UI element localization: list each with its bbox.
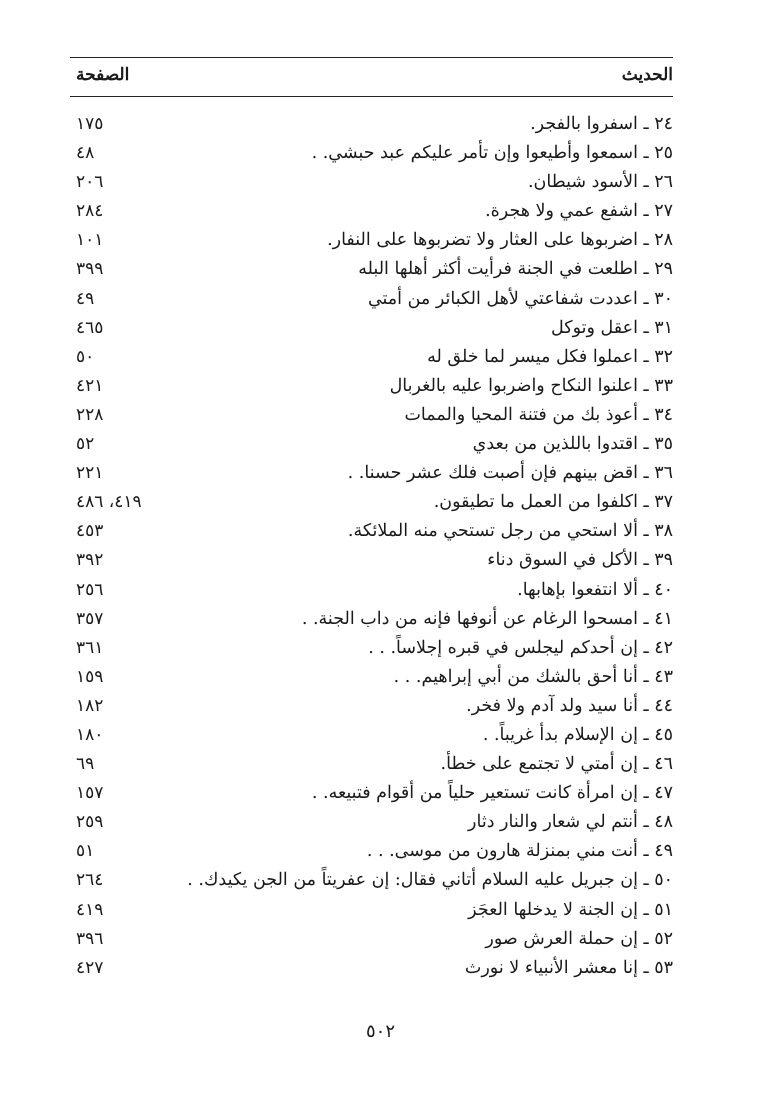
hadith-text: ٢٥ ـ اسمعوا وأطيعوا وإن تأمر عليكم عبد حبشي. . <box>311 143 673 164</box>
index-entry <box>70 547 673 576</box>
hadith-text: ٤٥ ـ إن الإسلام بدأ غريباً. . <box>482 724 673 745</box>
index-entry <box>70 111 673 140</box>
hadith-text: ٢٦ ـ الأسود شيطان. <box>527 172 673 193</box>
hadith-text: ٤٤ ـ أنا سيد ولد آدم ولا فخر. <box>466 695 673 716</box>
index-entry <box>70 809 673 838</box>
hadith-text: ٤٨ ـ أنتم لي شعار والنار دثار <box>468 812 673 833</box>
page-reference: ٣٩٢ <box>76 550 104 571</box>
hadith-text: ٣٨ ـ ألا استحي من رجل تستحي منه الملائكة. <box>347 521 673 542</box>
index-entry <box>70 256 673 285</box>
page-reference: ٢٢٨ <box>76 404 104 425</box>
index-entry <box>70 344 673 373</box>
page-reference: ٢٥٦ <box>76 579 104 600</box>
page-reference: ٤١٩ <box>76 899 104 920</box>
hadith-text: ٢٤ ـ اسفروا بالفجر. <box>530 114 673 134</box>
index-entry <box>70 460 673 489</box>
index-entry <box>70 722 673 751</box>
page-reference: ٤٦٥ <box>76 317 104 338</box>
page-reference: ٢٠٦ <box>76 172 104 193</box>
hadith-text: ٣١ ـ اعقل وتوكل <box>551 317 673 338</box>
page-reference: ١٥٩ <box>76 666 104 687</box>
hadith-text: ٤٧ ـ إن امرأة كانت تستعير حلياً من أقوام فتبيعه. . <box>311 783 673 804</box>
page-reference: ٤٢١ <box>76 375 104 396</box>
index-entry <box>70 198 673 227</box>
hadith-text: ٣٥ ـ اقتدوا باللذين من بعدي <box>472 434 673 455</box>
hadith-text: ٣٢ ـ اعملوا فكل ميسر لما خلق له <box>427 346 673 367</box>
page-reference: ٣٥٧ <box>76 608 104 629</box>
hadith-text: ٤٩ ـ أنت مني بمنزلة هارون من موسى. . . <box>366 841 673 862</box>
index-entry <box>70 402 673 431</box>
index-entry <box>70 867 673 896</box>
index-entry <box>70 693 673 722</box>
page-reference: ٢٢١ <box>76 463 104 484</box>
page-reference: ٣٩٩ <box>76 259 104 280</box>
index-entry <box>70 315 673 344</box>
hadith-text: ٤٢ ـ إن أحدكم ليجلس في قبره إجلاساً. . . <box>368 637 673 658</box>
page-reference: ١٥٧ <box>76 783 104 804</box>
index-entry <box>70 518 673 547</box>
page-reference: ٤١٩، ٤٨٦ <box>76 492 142 513</box>
header-bottom-rule <box>70 96 673 97</box>
index-entry <box>70 955 673 984</box>
page-reference: ١٨٢ <box>76 695 104 716</box>
page-reference: ٢٦٤ <box>76 870 104 891</box>
page-reference: ٣٦١ <box>76 637 104 658</box>
column-header-page: الصفحة <box>76 65 130 85</box>
hadith-text: ٤٣ ـ أنا أحق بالشك من أبي إبراهيم. . . <box>393 666 673 687</box>
page-reference: ٤٨ <box>76 143 95 164</box>
index-entry <box>70 169 673 198</box>
page-reference: ١٧٥ <box>76 114 104 134</box>
index-entry <box>70 286 673 315</box>
index-entry <box>70 838 673 867</box>
hadith-text: ٤٠ ـ ألا انتفعوا بإهابها. <box>517 579 673 600</box>
index-entry <box>70 926 673 955</box>
page-reference: ٥١ <box>76 841 95 862</box>
index-entry <box>70 227 673 256</box>
page-reference: ٥٠ <box>76 346 95 367</box>
index-entry <box>70 897 673 926</box>
index-entry <box>70 577 673 606</box>
page-reference: ٤٥٣ <box>76 521 104 542</box>
hadith-text: ٣٩ ـ الأكل في السوق دناء <box>487 550 673 571</box>
page-number: ٥٠٢ <box>365 1021 395 1042</box>
hadith-text: ٥٢ ـ إن حملة العرش صور <box>485 928 673 949</box>
index-entry <box>70 751 673 780</box>
hadith-text: ٣٠ ـ اعددت شفاعتي لأهل الكبائر من أمتي <box>367 288 673 309</box>
hadith-text: ٤١ ـ امسحوا الرغام عن أنوفها فإنه من داب الجنة. . <box>301 608 673 629</box>
hadith-text: ٤٦ ـ إن أمتي لا تجتمع على خطأ. <box>440 754 673 775</box>
index-entry <box>70 606 673 635</box>
column-header-hadith: الحديث <box>621 65 673 85</box>
index-entry <box>70 431 673 460</box>
hadith-text: ٥٣ ـ إنا معشر الأنبياء لا نورث <box>464 957 673 978</box>
page-reference: ١٨٠ <box>76 724 104 745</box>
hadith-text: ٣٧ ـ اكلفوا من العمل ما تطيقون. <box>433 492 673 513</box>
page-reference: ١٠١ <box>76 230 104 251</box>
hadith-text: ٣٦ ـ اقض بينهم فإن أصبت فلك عشر حسنا. . <box>347 463 673 484</box>
hadith-text: ٥٠ ـ إن جبريل عليه السلام أتاني فقال: إن عفريتاً من الجن يكيدك. . <box>187 870 673 891</box>
page-reference: ٣٩٦ <box>76 928 104 949</box>
page-reference: ٤٢٧ <box>76 957 104 978</box>
index-entry <box>70 140 673 169</box>
index-entry <box>70 780 673 809</box>
hadith-text: ٢٨ ـ اضربوها على العثار ولا تضربوها على النفار. <box>327 230 673 251</box>
hadith-text: ٣٣ ـ اعلنوا النكاح واضربوا عليه بالغربال <box>389 375 673 396</box>
index-entry <box>70 635 673 664</box>
index-entry <box>70 489 673 518</box>
page-reference: ٤٩ <box>76 288 95 309</box>
hadith-text: ٣٤ ـ أعوذ بك من فتنة المحيا والممات <box>404 404 673 425</box>
hadith-index-list <box>70 111 673 984</box>
page-reference: ٦٩ <box>76 754 95 775</box>
header-top-rule <box>70 57 673 58</box>
page-reference: ٢٨٤ <box>76 201 104 222</box>
page-reference: ٥٢ <box>76 434 95 455</box>
hadith-text: ٢٩ ـ اطلعت في الجنة فرأيت أكثر أهلها البله <box>358 259 673 280</box>
page-reference: ٢٥٩ <box>76 812 104 833</box>
hadith-text: ٢٧ ـ اشفع عمي ولا هجرة. <box>485 201 673 222</box>
index-entry <box>70 373 673 402</box>
hadith-text: ٥١ ـ إن الجنة لا يدخلها العجَز <box>468 899 673 920</box>
table-header <box>70 63 673 89</box>
index-entry <box>70 664 673 693</box>
